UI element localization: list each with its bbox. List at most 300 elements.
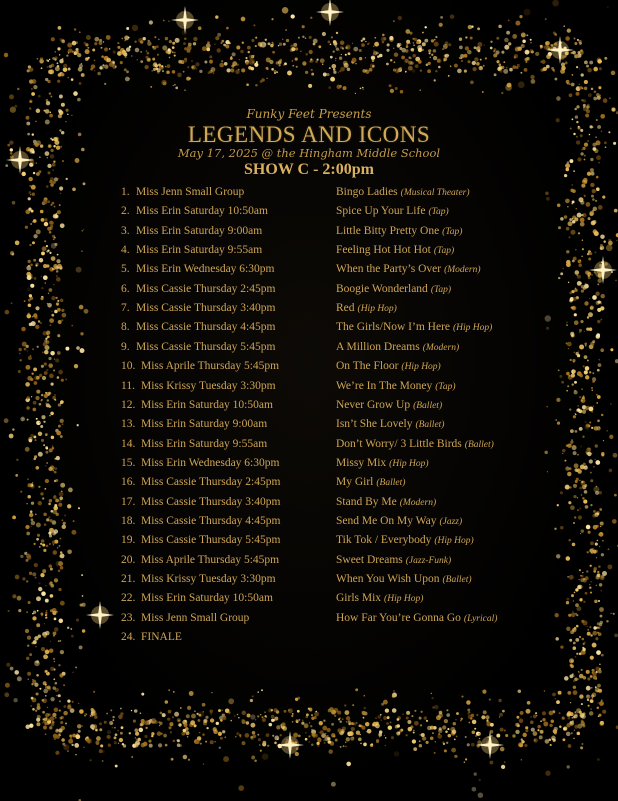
- glitter-dot: [319, 721, 323, 725]
- glitter-dot: [595, 686, 597, 688]
- glitter-dot: [161, 65, 163, 67]
- glitter-dot: [362, 38, 365, 41]
- glitter-dot: [189, 78, 191, 80]
- glitter-dot: [213, 727, 217, 731]
- glitter-dot: [530, 39, 532, 41]
- glitter-dot: [517, 725, 519, 727]
- glitter-dot: [99, 722, 102, 725]
- glitter-dot: [353, 47, 358, 52]
- glitter-dot: [210, 740, 214, 744]
- glitter-dot: [67, 750, 69, 752]
- program-number: 1.: [121, 186, 130, 198]
- glitter-dot: [478, 733, 480, 735]
- glitter-dot: [60, 717, 63, 720]
- glitter-dot: [567, 28, 571, 32]
- glitter-dot: [574, 38, 576, 40]
- glitter-dot: [150, 86, 152, 88]
- glitter-dot: [522, 733, 526, 737]
- glitter-dot: [549, 711, 554, 716]
- glitter-dot: [501, 51, 504, 54]
- glitter-dot: [346, 716, 350, 720]
- glitter-dot: [271, 18, 273, 20]
- glitter-dot: [309, 50, 313, 54]
- glitter-dot: [153, 68, 156, 71]
- glitter-dot: [331, 723, 334, 726]
- glitter-dot: [582, 714, 583, 715]
- song-title: Isn’t She Lovely: [336, 418, 413, 431]
- glitter-dot: [134, 743, 139, 748]
- glitter-dot: [186, 714, 190, 718]
- glitter-dot: [53, 658, 55, 660]
- glitter-dot: [331, 36, 333, 38]
- glitter-dot: [101, 55, 104, 58]
- glitter-dot: [93, 691, 95, 693]
- glitter-dot: [83, 182, 86, 185]
- glitter-dot: [445, 54, 449, 58]
- performing-group: Miss Jenn Small Group: [141, 611, 250, 624]
- glitter-dot: [476, 714, 478, 716]
- glitter-dot: [158, 39, 160, 41]
- glitter-dot: [45, 695, 47, 697]
- glitter-dot: [58, 73, 62, 77]
- glitter-dot: [191, 65, 196, 70]
- glitter-dot: [371, 743, 373, 745]
- glitter-dot: [68, 48, 72, 52]
- glitter-dot: [490, 47, 493, 50]
- glitter-dot: [281, 722, 285, 726]
- glitter-dot: [486, 719, 488, 721]
- glitter-dot: [588, 705, 590, 707]
- glitter-dot: [279, 42, 282, 45]
- dance-style: (Tap): [433, 246, 455, 257]
- glitter-dot: [172, 42, 175, 45]
- glitter-dot: [257, 734, 259, 736]
- glitter-dot: [413, 45, 414, 46]
- glitter-dot: [230, 68, 234, 72]
- glitter-dot: [305, 738, 308, 741]
- glitter-dot: [459, 46, 463, 50]
- glitter-dot: [589, 61, 593, 65]
- glitter-dot: [372, 724, 375, 727]
- song-entry: [336, 554, 451, 566]
- glitter-dot: [424, 716, 428, 720]
- glitter-dot: [271, 68, 274, 71]
- program-number: 2.: [121, 205, 130, 218]
- program-number: 19.: [121, 534, 136, 547]
- glitter-dot: [172, 51, 174, 53]
- glitter-dot: [293, 43, 297, 47]
- glitter-dot: [74, 28, 76, 30]
- glitter-dot: [477, 740, 481, 744]
- glitter-dot: [49, 92, 51, 94]
- glitter-dot: [278, 45, 279, 46]
- glitter-dot: [37, 703, 40, 706]
- glitter-dot: [295, 57, 298, 60]
- glitter-dot: [515, 21, 520, 26]
- glitter-dot: [303, 62, 307, 66]
- glitter-dot: [553, 729, 557, 733]
- glitter-dot: [159, 725, 160, 726]
- glitter-dot: [47, 66, 49, 68]
- glitter-dot: [519, 15, 522, 18]
- glitter-dot: [183, 755, 187, 759]
- glitter-dot: [63, 684, 65, 686]
- glitter-dot: [402, 713, 403, 714]
- glitter-dot: [302, 36, 304, 38]
- glitter-dot: [482, 91, 484, 93]
- glitter-dot: [131, 55, 132, 56]
- glitter-dot: [315, 60, 318, 63]
- glitter-dot: [57, 47, 60, 50]
- glitter-dot: [174, 84, 176, 86]
- glitter-dot: [536, 715, 537, 716]
- glitter-dot: [184, 89, 186, 91]
- glitter-dot: [274, 708, 278, 712]
- glitter-dot: [310, 69, 312, 71]
- glitter-dot: [573, 738, 574, 739]
- song-entry: [336, 612, 497, 624]
- glitter-dot: [345, 710, 350, 715]
- glitter-dot: [112, 64, 116, 68]
- glitter-dot: [246, 721, 249, 724]
- glitter-dot: [352, 737, 354, 739]
- glitter-dot: [193, 37, 197, 41]
- glitter-dot: [162, 70, 164, 72]
- glitter-dot: [53, 678, 55, 680]
- glitter-dot: [317, 738, 321, 742]
- glitter-dot: [213, 72, 215, 74]
- glitter-dot: [122, 743, 124, 745]
- glitter-dot: [568, 744, 572, 748]
- glitter-dot: [374, 42, 379, 47]
- glitter-dot: [47, 707, 48, 708]
- glitter-dot: [210, 718, 214, 722]
- song-entry: [336, 244, 454, 256]
- glitter-dot: [331, 782, 336, 787]
- glitter-dot: [177, 743, 181, 747]
- glitter-dot: [500, 728, 504, 732]
- glitter-dot: [373, 50, 375, 52]
- glitter-dot: [494, 73, 497, 76]
- glitter-dot: [135, 737, 136, 738]
- glitter-dot: [59, 59, 63, 63]
- performing-group: Miss Erin Saturday 9:00am: [136, 224, 263, 237]
- glitter-dot: [199, 732, 200, 733]
- glitter-dot: [230, 57, 233, 60]
- program-number: 8.: [121, 321, 130, 334]
- glitter-dot: [398, 16, 402, 20]
- glitter-dot: [439, 23, 443, 27]
- glitter-dot: [238, 785, 244, 791]
- glitter-dot: [593, 97, 597, 101]
- glitter-dot: [217, 33, 221, 37]
- song-title: Spice Up Your Life: [336, 205, 426, 218]
- glitter-dot: [113, 719, 115, 721]
- glitter-dot: [470, 717, 473, 720]
- glitter-dot: [308, 735, 310, 737]
- glitter-dot: [400, 90, 403, 93]
- song-title: How Far You’re Gonna Go: [336, 611, 461, 624]
- glitter-dot: [445, 730, 448, 733]
- glitter-dot: [242, 42, 244, 44]
- glitter-dot: [241, 17, 246, 22]
- glitter-dot: [524, 68, 528, 72]
- glitter-dot: [61, 726, 65, 730]
- glitter-dot: [386, 49, 389, 52]
- glitter-dot: [530, 720, 534, 724]
- dance-style: (Ballet): [464, 439, 494, 450]
- glitter-dot: [406, 711, 410, 715]
- glitter-dot: [351, 722, 354, 725]
- glitter-dot: [509, 68, 513, 72]
- glitter-dot: [45, 733, 47, 735]
- glitter-dot: [47, 60, 49, 62]
- song-entry: [336, 457, 429, 469]
- glitter-dot: [336, 32, 338, 34]
- glitter-dot: [55, 717, 57, 719]
- glitter-dot: [267, 745, 269, 747]
- glitter-dot: [120, 708, 122, 710]
- glitter-dot: [334, 715, 336, 717]
- glitter-dot: [573, 680, 576, 683]
- glitter-dot: [199, 70, 202, 73]
- glitter-dot: [277, 738, 279, 740]
- glitter-dot: [499, 713, 503, 717]
- glitter-dot: [565, 36, 570, 41]
- glitter-dot: [214, 741, 215, 742]
- glitter-dot: [181, 732, 185, 736]
- glitter-dot: [227, 68, 231, 72]
- glitter-dot: [430, 57, 431, 58]
- glitter-dot: [149, 744, 153, 748]
- glitter-dot: [551, 720, 555, 724]
- glitter-dot: [169, 57, 171, 59]
- glitter-dot: [45, 650, 50, 655]
- glitter-dot: [241, 719, 244, 722]
- glitter-dot: [47, 686, 51, 690]
- glitter-dot: [43, 726, 47, 730]
- performing-group: Miss Aprile Thursday 5:45pm: [141, 553, 280, 566]
- glitter-dot: [220, 737, 223, 740]
- song-entry: [336, 283, 451, 295]
- glitter-dot: [580, 746, 583, 749]
- glitter-dot: [559, 712, 561, 714]
- glitter-dot: [219, 747, 221, 749]
- glitter-dot: [504, 38, 509, 43]
- glitter-dot: [579, 86, 582, 89]
- glitter-dot: [437, 734, 442, 739]
- glitter-dot: [259, 744, 260, 745]
- glitter-dot: [34, 683, 38, 687]
- glitter-dot: [504, 761, 506, 763]
- glitter-dot: [52, 713, 56, 717]
- glitter-dot: [419, 717, 422, 720]
- glitter-dot: [422, 736, 426, 740]
- glitter-dot: [434, 705, 439, 710]
- glitter-dot: [45, 78, 48, 81]
- glitter-dot: [434, 42, 439, 47]
- glitter-dot: [418, 60, 422, 64]
- dance-style: (Ballet): [413, 400, 443, 411]
- glitter-dot: [550, 744, 552, 746]
- glitter-dot: [521, 738, 523, 740]
- glitter-dot: [576, 708, 581, 713]
- glitter-dot: [104, 83, 106, 85]
- glitter-dot: [198, 711, 204, 717]
- glitter-dot: [184, 58, 187, 61]
- glitter-dot: [316, 58, 318, 60]
- dance-style: (Lyrical): [463, 613, 498, 624]
- glitter-dot: [465, 736, 467, 738]
- program-number: 20.: [121, 553, 136, 566]
- glitter-dot: [471, 26, 473, 28]
- glitter-dot: [104, 721, 107, 724]
- glitter-dot: [300, 51, 302, 53]
- glitter-dot: [363, 695, 365, 697]
- glitter-dot: [67, 705, 71, 709]
- glitter-dot: [412, 50, 414, 52]
- glitter-dot: [34, 661, 40, 667]
- glitter-dot: [124, 40, 125, 41]
- performing-group: Miss Cassie Thursday 2:45pm: [141, 476, 281, 489]
- glitter-dot: [450, 14, 454, 18]
- dance-style: (Hip Hop): [453, 323, 493, 334]
- glitter-dot: [596, 650, 601, 655]
- glitter-dot: [183, 42, 186, 45]
- glitter-dot: [305, 37, 307, 39]
- song-entry: [336, 496, 436, 508]
- glitter-dot: [236, 45, 240, 49]
- song-entry: [336, 438, 494, 450]
- glitter-dot: [272, 735, 274, 737]
- glitter-dot: [43, 681, 47, 685]
- glitter-dot: [311, 744, 314, 747]
- glitter-dot: [453, 722, 456, 725]
- program-number: 16.: [121, 476, 136, 489]
- glitter-dot: [59, 95, 63, 99]
- glitter-dot: [576, 653, 578, 655]
- glitter-dot: [570, 702, 571, 703]
- glitter-dot: [448, 43, 451, 46]
- glitter-dot: [533, 731, 538, 736]
- glitter-dot: [183, 71, 185, 73]
- glitter-dot: [58, 733, 61, 736]
- glitter-dot: [163, 734, 167, 738]
- glitter-dot: [571, 83, 575, 87]
- glitter-dot: [388, 725, 392, 729]
- performing-group: Miss Cassie Thursday 2:45pm: [136, 282, 276, 295]
- glitter-dot: [45, 670, 47, 672]
- glitter-dot: [271, 715, 275, 719]
- glitter-dot: [472, 731, 476, 735]
- glitter-dot: [240, 50, 243, 53]
- glitter-dot: [598, 715, 600, 717]
- glitter-dot: [302, 720, 304, 722]
- glitter-dot: [401, 56, 405, 60]
- glitter-dot: [322, 726, 327, 731]
- glitter-dot: [438, 713, 443, 718]
- glitter-dot: [29, 67, 33, 71]
- glitter-dot: [333, 50, 335, 52]
- glitter-dot: [301, 722, 304, 725]
- glitter-dot: [184, 723, 188, 727]
- glitter-dot: [502, 710, 505, 713]
- glitter-dot: [540, 720, 542, 722]
- glitter-dot: [214, 44, 215, 45]
- glitter-dot: [203, 721, 207, 725]
- glitter-dot: [323, 720, 325, 722]
- glitter-dot: [108, 744, 111, 747]
- song-entry: [336, 321, 492, 333]
- glitter-dot: [435, 36, 437, 38]
- song-entry: [336, 573, 472, 585]
- glitter-dot: [335, 739, 338, 742]
- glitter-dot: [556, 96, 560, 100]
- glitter-dot: [540, 730, 544, 734]
- glitter-dot: [329, 67, 331, 69]
- glitter-dot: [347, 68, 351, 72]
- glitter-dot: [339, 720, 341, 722]
- program-row: [0, 380, 618, 399]
- glitter-dot: [518, 689, 522, 693]
- program-row: [0, 186, 618, 205]
- glitter-dot: [578, 40, 581, 43]
- glitter-dot: [454, 739, 456, 741]
- glitter-dot: [232, 52, 236, 56]
- glitter-dot: [232, 61, 237, 66]
- glitter-dot: [72, 41, 77, 46]
- glitter-dot: [427, 69, 431, 73]
- song-title: Sweet Dreams: [336, 553, 403, 566]
- glitter-dot: [467, 743, 470, 746]
- glitter-dot: [219, 63, 224, 68]
- song-title: When You Wish Upon: [336, 573, 440, 585]
- glitter-dot: [508, 42, 511, 45]
- program-number: 18.: [121, 514, 136, 527]
- glitter-dot: [282, 7, 289, 14]
- glitter-dot: [308, 708, 310, 710]
- glitter-dot: [455, 65, 457, 67]
- glitter-dot: [365, 41, 366, 42]
- glitter-dot: [424, 39, 428, 43]
- glitter-dot: [490, 41, 492, 43]
- program-row: [0, 283, 618, 302]
- glitter-dot: [32, 708, 35, 711]
- glitter-dot: [176, 739, 178, 741]
- glitter-dot: [377, 715, 381, 719]
- glitter-dot: [573, 675, 575, 677]
- glitter-dot: [579, 68, 580, 69]
- glitter-dot: [251, 756, 255, 760]
- glitter-dot: [221, 709, 223, 711]
- program-row: [0, 496, 618, 515]
- glitter-dot: [36, 706, 40, 710]
- glitter-dot: [17, 88, 19, 90]
- glitter-dot: [226, 27, 229, 30]
- glitter-dot: [406, 716, 409, 719]
- glitter-dot: [434, 752, 436, 754]
- dance-style: (Hip Hop): [384, 594, 424, 605]
- glitter-dot: [31, 88, 33, 90]
- glitter-dot: [117, 42, 119, 44]
- glitter-dot: [599, 668, 601, 670]
- glitter-dot: [552, 693, 556, 697]
- performing-group: Miss Jenn Small Group: [136, 186, 245, 198]
- glitter-dot: [404, 59, 408, 63]
- glitter-dot: [120, 732, 123, 735]
- glitter-dot: [146, 50, 147, 51]
- performing-group: FINALE: [141, 631, 182, 644]
